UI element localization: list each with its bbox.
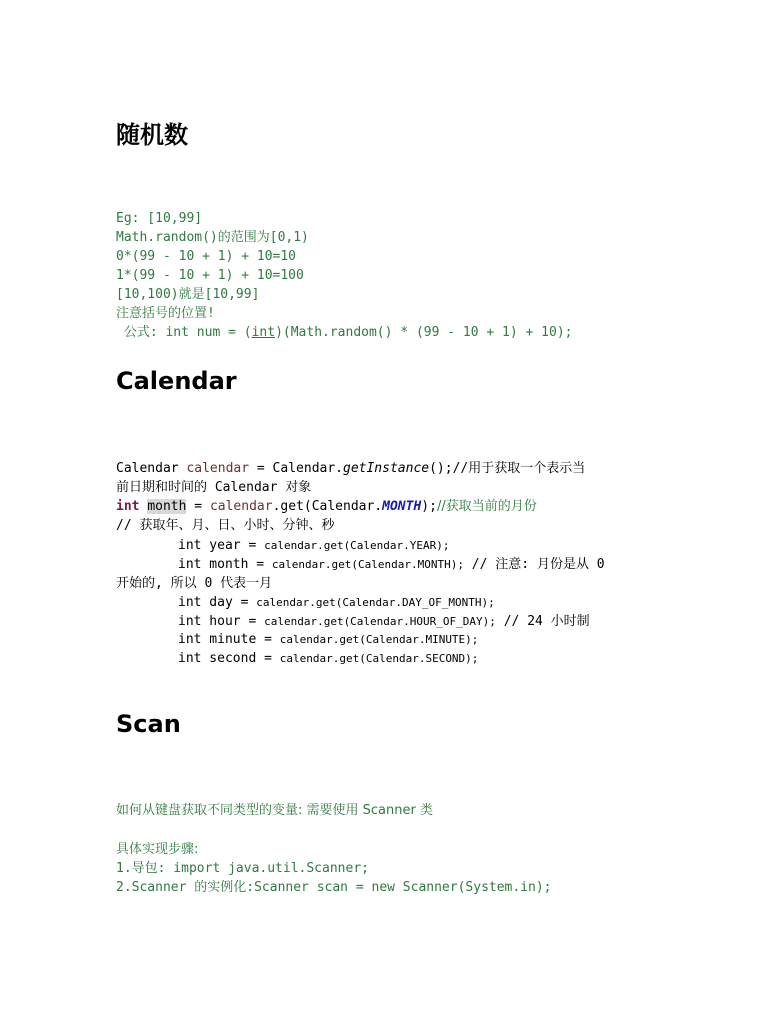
heading-calendar: Calendar xyxy=(116,367,237,395)
calendar-hour xyxy=(116,612,590,631)
code-constant: MONTH xyxy=(382,499,422,514)
code-token: int hour = xyxy=(178,614,265,629)
code-variable: calendar xyxy=(209,499,273,514)
random-line-5: [10,100)就是[10,99] xyxy=(116,287,260,302)
code-token: Calendar xyxy=(116,461,187,476)
code-token: int month = xyxy=(178,557,272,572)
code-token: ();// xyxy=(429,461,469,476)
calendar-month-wrap: 开始的, 所以 0 代表一月 xyxy=(116,576,273,591)
code-token: ); xyxy=(421,499,437,514)
random-formula xyxy=(116,323,572,342)
scan-steps-title: 具体实现步骤: xyxy=(116,842,199,857)
code-token: calendar.get(Calendar.SECOND); xyxy=(279,652,479,665)
code-token: int year = xyxy=(178,538,265,553)
code-token: int minute = xyxy=(178,632,280,647)
code-token: calendar.get(Calendar.YEAR); xyxy=(264,539,450,552)
code-token: int day = xyxy=(178,595,257,610)
heading-random: 随机数 xyxy=(116,121,188,149)
code-keyword: int xyxy=(116,499,140,514)
random-line-4: 1*(99 - 10 + 1) + 10=100 xyxy=(116,268,304,283)
scan-intro: 如何从键盘获取不同类型的变量: 需要使用 Scanner 类 xyxy=(116,803,433,818)
calendar-year xyxy=(116,536,450,555)
calendar-minute xyxy=(116,630,478,649)
code-highlight: month xyxy=(147,499,187,514)
code-token: calendar.get(Calendar.DAY_OF_MONTH); xyxy=(256,596,495,609)
code-token: .get(Calendar. xyxy=(272,499,383,514)
random-line-2: Math.random()的范围为[0,1) xyxy=(116,230,309,245)
formula-suffix: )(Math.random() * (99 - 10 + 1) + 10); xyxy=(275,325,573,340)
scan-step-2: 2.Scanner 的实例化:Scanner scan = new Scanner(System.in); xyxy=(116,880,552,895)
calendar-second xyxy=(116,649,478,668)
calendar-month xyxy=(116,555,605,574)
random-line-1: Eg: [10,99] xyxy=(116,211,203,226)
code-method: getInstance xyxy=(343,461,430,476)
code-comment: //获取当前的月份 xyxy=(436,499,537,514)
code-token: calendar.get(Calendar.HOUR_OF_DAY); xyxy=(264,615,496,628)
code-comment: // 注意: 月份是从 0 xyxy=(463,557,605,572)
code-token: = xyxy=(186,499,210,514)
code-token: calendar.get(Calendar.MONTH); xyxy=(271,558,464,571)
code-token: int second = xyxy=(178,651,280,666)
random-line-6: 注意括号的位置! xyxy=(116,306,215,321)
calendar-line-1 xyxy=(116,459,585,478)
calendar-line-2: 前日期和时间的 Calendar 对象 xyxy=(116,480,312,495)
calendar-line-3 xyxy=(116,497,537,516)
code-token: = Calendar. xyxy=(249,461,343,476)
formula-prefix: 公式: int num = ( xyxy=(116,325,252,340)
code-variable: calendar xyxy=(186,461,250,476)
formula-int: int xyxy=(251,325,276,340)
heading-scan: Scan xyxy=(116,710,181,738)
code-token: calendar.get(Calendar.MINUTE); xyxy=(279,633,479,646)
code-comment: 用于获取一个表示当 xyxy=(468,461,586,476)
random-line-3: 0*(99 - 10 + 1) + 10=10 xyxy=(116,249,297,264)
scan-step-1: 1.导包: import java.util.Scanner; xyxy=(116,861,369,876)
code-comment: // 24 小时制 xyxy=(495,614,590,629)
calendar-line-4: // 获取年、月、日、小时、分钟、秒 xyxy=(116,518,335,533)
calendar-day xyxy=(116,593,495,612)
